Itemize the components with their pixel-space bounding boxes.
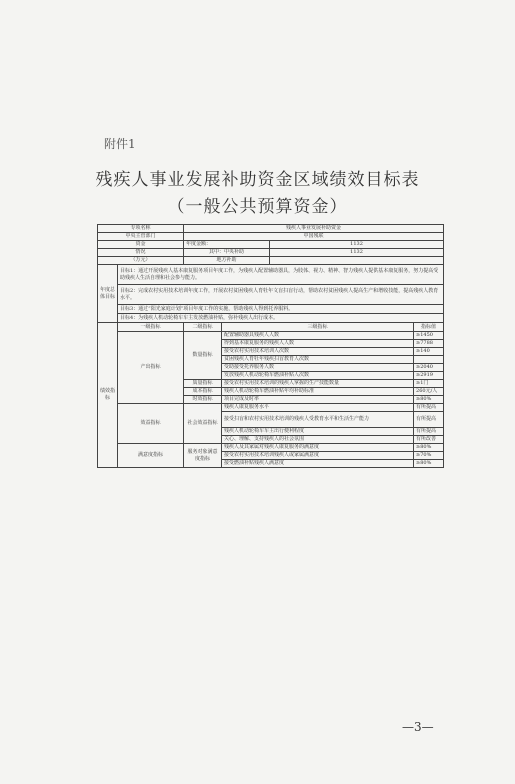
level1-benefit: 效益指标 [118,404,184,444]
col-level1: 一级指标 [118,323,184,332]
document-title: 残疾人事业发展补助资金区域绩效目标表 [95,170,420,190]
page-number: —3— [402,720,434,734]
value-sat1: ≥80% [414,444,444,452]
level1-satisfaction: 满意度指标 [118,444,184,468]
indicator-s2: 接受扫盲和农村实用技术培训的残疾人受教育水平和生活生产能力 [222,412,414,428]
level2-social: 社会效益指标 [184,404,222,444]
value-s1: 有所提高 [414,404,444,412]
value-ql1: ≥1门 [414,380,444,388]
central-subsidy-label: 其中：中央补助 [184,249,270,257]
indicator-c1: 残疾人机动轮椅车燃油补贴年均补助标准 [222,388,414,396]
situation-label: 情况 [98,249,184,257]
value-q2: ≥7788 [414,340,444,348]
level2-service-satisfaction: 服务对象满意度指标 [184,444,222,468]
performance-target-table [97,224,444,468]
indicator-q6: 发放残疾人机动轮椅车燃油补贴人次数 [222,372,414,380]
document-subtitle: （一般公共预算资金） [167,197,348,217]
indicator-sat1: 残疾人及其家属对残疾人康复服务的满意度 [222,444,414,452]
indicator-sat3: 接受燃油补贴残疾人满意度 [222,460,414,468]
value-c1: 260元/人 [414,388,444,396]
indicator-t1: 项目完成及时率 [222,396,414,404]
annual-amount-value: 1132 [270,241,444,249]
funds-unit: （万元） [98,257,184,265]
level2-time: 时效指标 [184,396,222,404]
indicator-ql1: 接受农村实用技术培训的残疾人掌握的生产技能数量 [222,380,414,388]
dept-label: 中央主管部门 [98,233,184,241]
col-level3: 三级指标 [222,323,414,332]
value-s3: 有所提高 [414,428,444,436]
indicator-q2: 得到基本康复服务的残疾人人数 [222,340,414,348]
value-q5: ≥2040 [414,364,444,372]
funds-label: 资金 [98,241,184,249]
value-t1: ≥80% [414,396,444,404]
indicator-sat2: 接受农村实用技术培训残疾人或家属满意度 [222,452,414,460]
indicator-s1: 残疾人康复服务水平 [222,404,414,412]
indicator-q3: 接受农村实用技术培训人次数 [222,348,414,356]
col-level2: 二级指标 [184,323,222,332]
value-q6: ≥2919 [414,372,444,380]
value-q3: ≥140 [414,348,444,356]
local-subsidy-label: 地方补助 [184,257,270,265]
indicator-q1: 配置辅助器具残疾人人数 [222,332,414,340]
goal-2: 目标2：完成农村实用技术培训年度工作，开展农村贫困残疾人育牡年文盲扫盲行动，帮助农村贫困残疾人提高生产和增收技能，提高残疾人教育水平。 [118,285,444,305]
level2-cost: 成本指标 [184,388,222,396]
value-s4: 有所改善 [414,436,444,444]
goal-1: 目标1：通过开展残疾人基本康复服务项目年度工作，为残疾人配置辅助器具，为肢体、视力、精神、智力残疾人提供基本康复服务，努力提高受助残疾人生活自理和社会参与能力。 [118,265,444,285]
value-sat2: ≥70% [414,452,444,460]
value-q4 [414,356,444,364]
annex-label: 附件1 [104,137,136,151]
annual-goal-label: 年度总体目标 [98,265,118,323]
goal-4: 目标4：为残疾人机动轮椅车车主发放燃油补贴，弥补残疾人出行成本。 [118,314,444,323]
project-value: 残疾人事业发展补助资金 [184,225,444,233]
project-label: 专项名称 [98,225,184,233]
annual-amount-label: 年度金额： [184,241,270,249]
indicator-s3: 残疾人机动轮椅车车主出行便利程度 [222,428,414,436]
level2-quality: 质量指标 [184,380,222,388]
level2-quantity: 数量指标 [184,332,222,380]
indicator-q4: 贫困残疾人育牡年残疾扫盲教育人次数 [222,356,414,364]
col-value: 指标值 [414,323,444,332]
indicator-label: 绩效指标 [98,323,118,468]
central-subsidy-value: 1132 [270,249,444,257]
indicator-s4: 关心、理解、支持残疾人的社会氛围 [222,436,414,444]
value-s2: 有所提高 [414,412,444,428]
value-sat3: ≥80% [414,460,444,468]
level1-output: 产出指标 [118,332,184,404]
dept-value: 中国残联 [184,233,444,241]
indicator-q5: 受助接受托养服务人数 [222,364,414,372]
value-q1: ≥1450 [414,332,444,340]
goal-3: 目标3：通过“阳光家庭计划”项目年度工作的实施，帮助残疾人得到托养服料。 [118,305,444,314]
local-subsidy-value [270,257,444,265]
